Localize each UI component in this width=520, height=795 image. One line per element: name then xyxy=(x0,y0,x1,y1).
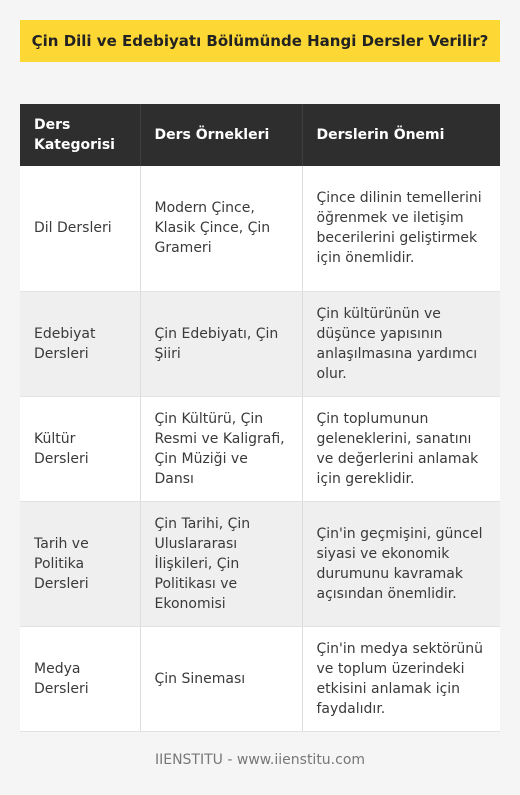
cell-examples: Çin Kültürü, Çin Resmi ve Kaligrafi, Çin Müziği ve Dansı xyxy=(140,396,302,501)
cell-importance: Çin toplumunun geleneklerini, sanatını ve değerlerini anlamak için gereklidir. xyxy=(302,396,500,501)
table-header-row xyxy=(20,104,500,166)
table-row xyxy=(20,166,500,291)
cell-category: Tarih ve Politika Dersleri xyxy=(20,501,140,626)
cell-examples: Modern Çince, Klasik Çince, Çin Grameri xyxy=(140,166,302,291)
cell-category: Edebiyat Dersleri xyxy=(20,291,140,396)
cell-importance: Çin'in geçmişini, güncel siyasi ve ekonomik durumunu kavramak açısından önemlidir. xyxy=(302,501,500,626)
header-examples: Ders Örnekleri xyxy=(140,104,302,166)
cell-importance: Çin'in medya sektörünü ve toplum üzerindeki etkisini anlamak için faydalıdır. xyxy=(302,626,500,731)
page-title: Çin Dili ve Edebiyatı Bölümünde Hangi Dersler Verilir? xyxy=(20,20,500,62)
footer-credit: IIENSTITU - www.iienstitu.com xyxy=(154,752,366,768)
cell-category: Kültür Dersleri xyxy=(20,396,140,501)
table-row xyxy=(20,291,500,396)
header-importance: Derslerin Önemi xyxy=(302,104,500,166)
cell-examples: Çin Edebiyatı, Çin Şiiri xyxy=(140,291,302,396)
table-row xyxy=(20,396,500,501)
table-row xyxy=(20,626,500,731)
cell-importance: Çin kültürünün ve düşünce yapısının anlaşılmasına yardımcı olur. xyxy=(302,291,500,396)
cell-examples: Çin Sineması xyxy=(140,626,302,731)
table-row xyxy=(20,501,500,626)
cell-category: Dil Dersleri xyxy=(20,166,140,291)
courses-table xyxy=(20,104,500,732)
cell-category: Medya Dersleri xyxy=(20,626,140,731)
cell-examples: Çin Tarihi, Çin Uluslararası İlişkileri, Çin Politikası ve Ekonomisi xyxy=(140,501,302,626)
cell-importance: Çince dilinin temellerini öğrenmek ve iletişim becerilerini geliştirmek için önemlidir. xyxy=(302,166,500,291)
header-category: Ders Kategorisi xyxy=(20,104,140,166)
